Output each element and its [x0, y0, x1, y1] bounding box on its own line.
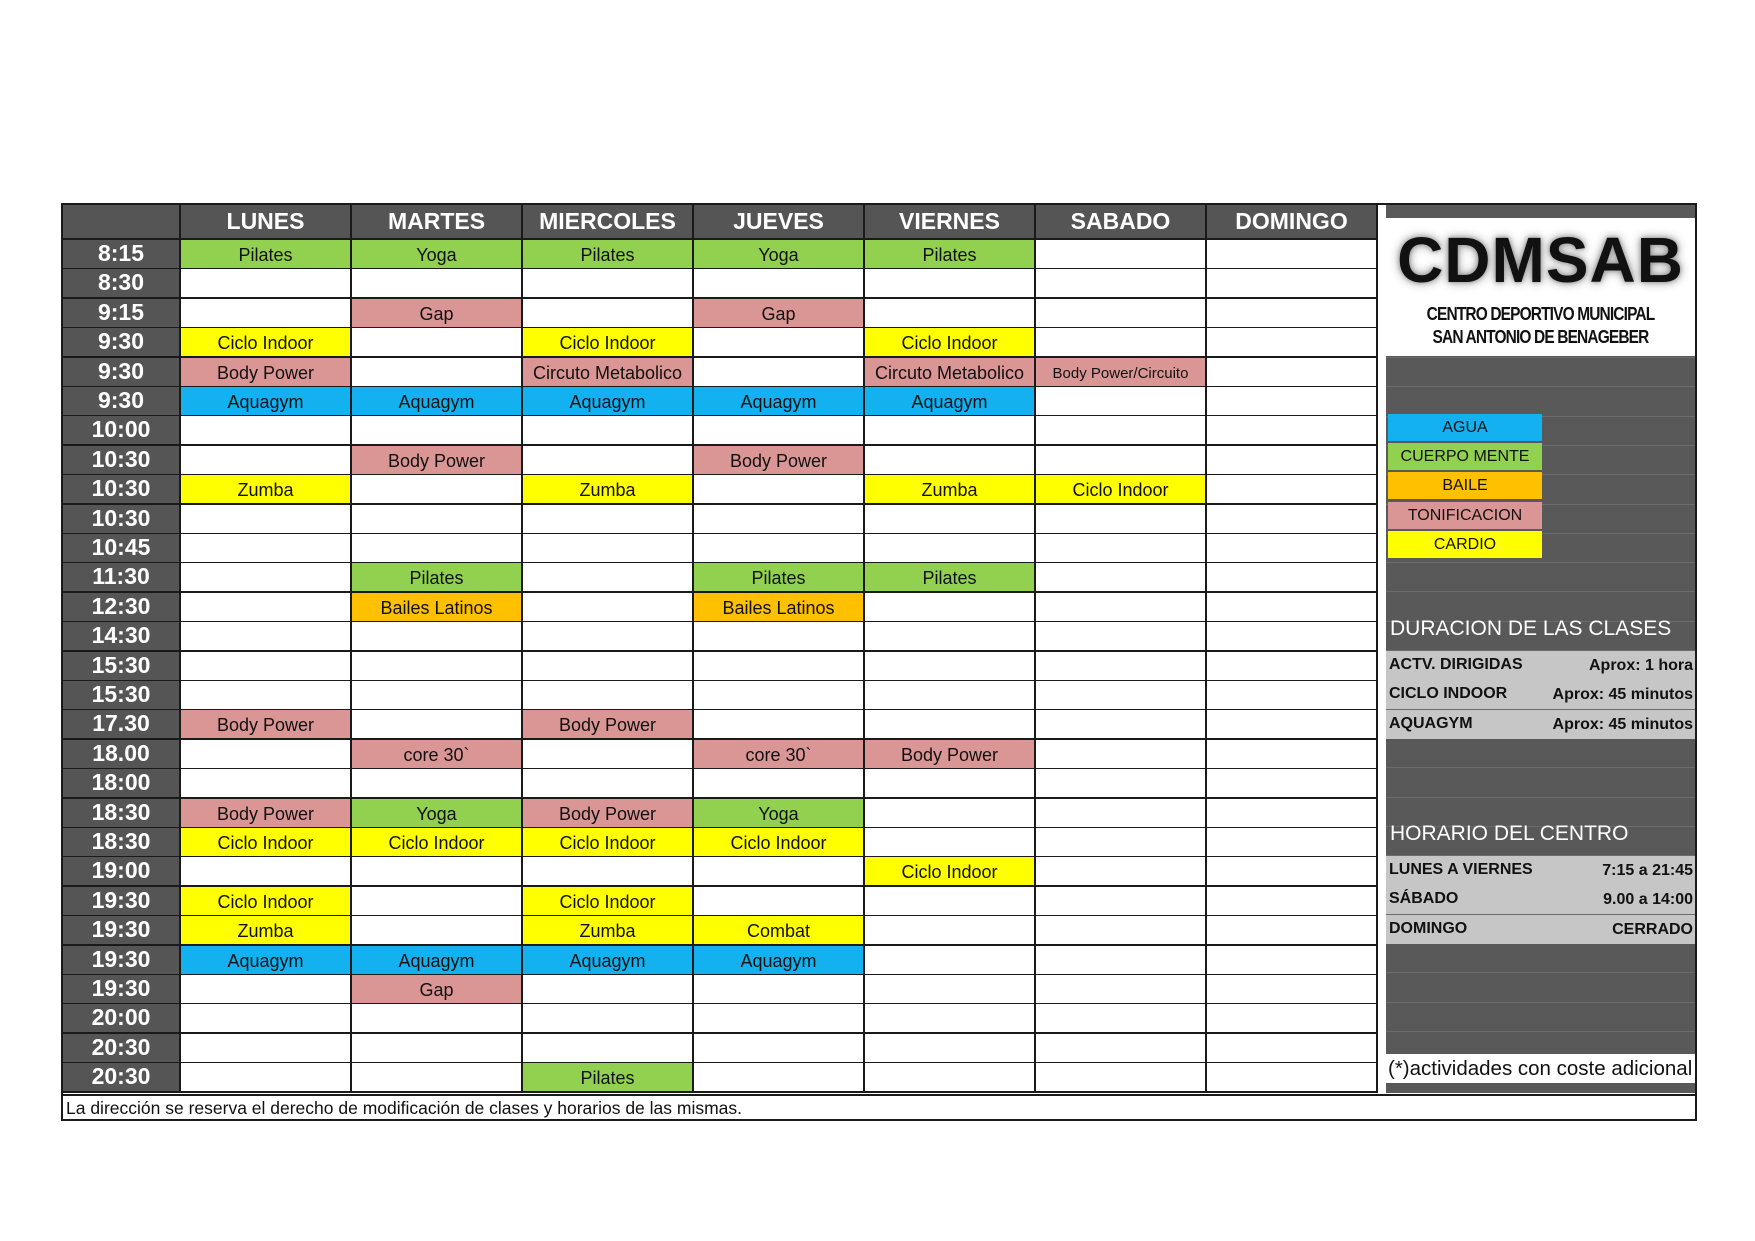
- time-cell: 8:30: [63, 269, 181, 299]
- empty-cell: [865, 710, 1036, 740]
- class-cell: Circuto Metabolico: [523, 358, 694, 388]
- empty-cell: [1036, 740, 1207, 770]
- empty-cell: [865, 652, 1036, 682]
- time-cell: 10:00: [63, 416, 181, 446]
- empty-cell: [1207, 593, 1378, 623]
- empty-cell: [865, 887, 1036, 917]
- class-cell: Pilates: [865, 563, 1036, 593]
- class-cell: Aquagym: [352, 387, 523, 417]
- empty-cell: [865, 681, 1036, 711]
- class-cell: Body Power/Circuito: [1036, 358, 1207, 388]
- day-header-martes: MARTES: [352, 205, 523, 240]
- class-cell: Ciclo Indoor: [694, 828, 865, 858]
- duration-value: Aprox: 1 hora: [1588, 657, 1693, 674]
- class-cell: Aquagym: [523, 387, 694, 417]
- time-cell: 10:45: [63, 534, 181, 564]
- class-cell: Pilates: [865, 240, 1036, 270]
- empty-cell: [694, 710, 865, 740]
- empty-cell: [523, 652, 694, 682]
- empty-cell: [865, 622, 1036, 652]
- time-cell: 20:30: [63, 1034, 181, 1064]
- empty-cell: [694, 475, 865, 505]
- empty-cell: [181, 505, 352, 535]
- empty-cell: [181, 975, 352, 1005]
- class-cell: Ciclo Indoor: [523, 328, 694, 358]
- empty-cell: [694, 416, 865, 446]
- class-cell: Ciclo Indoor: [523, 828, 694, 858]
- class-cell: Pilates: [523, 1063, 694, 1093]
- empty-cell: [352, 1034, 523, 1064]
- empty-cell: [523, 269, 694, 299]
- day-header-sabado: SABADO: [1036, 205, 1207, 240]
- empty-cell: [181, 593, 352, 623]
- class-cell: Aquagym: [352, 946, 523, 976]
- class-cell: core 30`: [352, 740, 523, 770]
- time-cell: 10:30: [63, 446, 181, 476]
- class-cell: Body Power: [352, 446, 523, 476]
- class-cell: core 30`: [694, 740, 865, 770]
- class-cell: Combat: [694, 916, 865, 946]
- time-cell: 18:00: [63, 769, 181, 799]
- empty-cell: [865, 916, 1036, 946]
- empty-cell: [865, 946, 1036, 976]
- empty-cell: [1207, 534, 1378, 564]
- empty-cell: [1036, 857, 1207, 887]
- empty-cell: [523, 593, 694, 623]
- empty-cell: [1207, 505, 1378, 535]
- hours-row: [1386, 915, 1695, 944]
- logo-box: [1386, 218, 1695, 356]
- empty-cell: [1207, 799, 1378, 829]
- info-panel: [1386, 205, 1695, 1093]
- empty-cell: [1207, 269, 1378, 299]
- empty-cell: [181, 299, 352, 329]
- empty-cell: [1036, 269, 1207, 299]
- empty-cell: [352, 358, 523, 388]
- empty-cell: [352, 681, 523, 711]
- panel-line: [1386, 357, 1695, 358]
- empty-cell: [1036, 916, 1207, 946]
- empty-cell: [865, 828, 1036, 858]
- empty-cell: [181, 1063, 352, 1093]
- empty-cell: [1207, 652, 1378, 682]
- duration-row: [1386, 651, 1695, 680]
- class-cell: Body Power: [523, 799, 694, 829]
- empty-cell: [694, 1063, 865, 1093]
- empty-cell: [352, 916, 523, 946]
- time-cell: 18.00: [63, 740, 181, 770]
- empty-cell: [1207, 769, 1378, 799]
- empty-cell: [352, 769, 523, 799]
- panel-line: [1386, 591, 1695, 592]
- empty-cell: [694, 887, 865, 917]
- time-cell: 19:30: [63, 946, 181, 976]
- class-cell: Gap: [694, 299, 865, 329]
- empty-cell: [1036, 681, 1207, 711]
- empty-cell: [694, 681, 865, 711]
- empty-cell: [865, 269, 1036, 299]
- empty-cell: [865, 1004, 1036, 1034]
- duration-label: AQUAGYM: [1389, 714, 1473, 732]
- empty-cell: [523, 740, 694, 770]
- empty-cell: [352, 1063, 523, 1093]
- empty-cell: [1036, 563, 1207, 593]
- class-cell: Body Power: [865, 740, 1036, 770]
- empty-cell: [694, 652, 865, 682]
- hours-value: 7:15 a 21:45: [1602, 862, 1693, 879]
- panel-line: [1386, 1002, 1695, 1003]
- class-cell: Pilates: [523, 240, 694, 270]
- class-cell: Circuto Metabolico: [865, 358, 1036, 388]
- logo-line-2: SAN ANTONIO DE BENAGEBER: [1432, 327, 1649, 347]
- legend-baile: BAILE: [1388, 472, 1542, 499]
- class-cell: Ciclo Indoor: [865, 328, 1036, 358]
- empty-cell: [181, 652, 352, 682]
- empty-cell: [352, 416, 523, 446]
- class-cell: Ciclo Indoor: [1036, 475, 1207, 505]
- schedule-grid: [63, 205, 1442, 1093]
- hours-row: [1386, 856, 1695, 885]
- hours-row: [1386, 885, 1695, 914]
- class-cell: Pilates: [694, 563, 865, 593]
- empty-cell: [1036, 710, 1207, 740]
- empty-cell: [1207, 1063, 1378, 1093]
- empty-cell: [1207, 1034, 1378, 1064]
- empty-cell: [523, 1034, 694, 1064]
- hours-label: SÁBADO: [1389, 890, 1459, 908]
- empty-cell: [1207, 681, 1378, 711]
- empty-cell: [1207, 828, 1378, 858]
- class-cell: Zumba: [523, 916, 694, 946]
- class-cell: Yoga: [352, 240, 523, 270]
- schedule-frame: [61, 203, 1697, 1121]
- empty-cell: [865, 1063, 1036, 1093]
- empty-cell: [1207, 887, 1378, 917]
- empty-cell: [1207, 358, 1378, 388]
- empty-cell: [694, 857, 865, 887]
- class-cell: Pilates: [352, 563, 523, 593]
- empty-cell: [1207, 387, 1378, 417]
- class-cell: Yoga: [352, 799, 523, 829]
- empty-cell: [1036, 505, 1207, 535]
- empty-cell: [694, 358, 865, 388]
- empty-cell: [1036, 1063, 1207, 1093]
- time-cell: 9:30: [63, 387, 181, 417]
- legend-tonificacion: TONIFICACION: [1388, 502, 1542, 529]
- legend-cuerpo-mente: CUERPO MENTE: [1388, 443, 1542, 470]
- time-cell: 19:30: [63, 975, 181, 1005]
- empty-cell: [865, 505, 1036, 535]
- empty-cell: [1036, 387, 1207, 417]
- empty-cell: [865, 534, 1036, 564]
- empty-cell: [352, 269, 523, 299]
- empty-cell: [523, 446, 694, 476]
- class-cell: Ciclo Indoor: [352, 828, 523, 858]
- empty-cell: [523, 769, 694, 799]
- duration-row: [1386, 680, 1695, 709]
- panel-line: [1386, 562, 1695, 563]
- empty-cell: [1207, 563, 1378, 593]
- corner-cell: [63, 205, 181, 240]
- empty-cell: [694, 1034, 865, 1064]
- empty-cell: [865, 769, 1036, 799]
- class-cell: Ciclo Indoor: [181, 828, 352, 858]
- empty-cell: [181, 416, 352, 446]
- class-cell: Body Power: [694, 446, 865, 476]
- class-cell: Bailes Latinos: [352, 593, 523, 623]
- empty-cell: [523, 563, 694, 593]
- class-cell: Aquagym: [523, 946, 694, 976]
- empty-cell: [1036, 593, 1207, 623]
- empty-cell: [1207, 446, 1378, 476]
- empty-cell: [523, 505, 694, 535]
- empty-cell: [1207, 1004, 1378, 1034]
- panel-line: [1386, 767, 1695, 768]
- time-cell: 18:30: [63, 799, 181, 829]
- empty-cell: [1207, 857, 1378, 887]
- hours-label: DOMINGO: [1389, 919, 1468, 937]
- empty-cell: [1036, 328, 1207, 358]
- empty-cell: [694, 1004, 865, 1034]
- empty-cell: [1036, 769, 1207, 799]
- hours-value: CERRADO: [1612, 920, 1693, 938]
- day-header-miercoles: MIERCOLES: [523, 205, 694, 240]
- class-cell: Aquagym: [181, 387, 352, 417]
- day-header-domingo: DOMINGO: [1207, 205, 1378, 240]
- empty-cell: [1207, 475, 1378, 505]
- empty-cell: [352, 505, 523, 535]
- empty-cell: [1036, 299, 1207, 329]
- duration-value: Aprox: 45 minutos: [1552, 715, 1693, 733]
- time-cell: 20:30: [63, 1063, 181, 1093]
- empty-cell: [1207, 975, 1378, 1005]
- empty-cell: [181, 857, 352, 887]
- day-header-lunes: LUNES: [181, 205, 352, 240]
- empty-cell: [694, 975, 865, 1005]
- time-cell: 19:00: [63, 857, 181, 887]
- empty-cell: [694, 622, 865, 652]
- empty-cell: [523, 299, 694, 329]
- time-cell: 18:30: [63, 828, 181, 858]
- duration-value: Aprox: 45 minutos: [1552, 686, 1693, 704]
- empty-cell: [352, 475, 523, 505]
- empty-cell: [865, 975, 1036, 1005]
- empty-cell: [1036, 652, 1207, 682]
- class-cell: Aquagym: [694, 946, 865, 976]
- class-cell: Yoga: [694, 240, 865, 270]
- panel-line: [1386, 797, 1695, 798]
- empty-cell: [523, 416, 694, 446]
- empty-cell: [181, 269, 352, 299]
- empty-cell: [694, 769, 865, 799]
- logo-line-1: CENTRO DEPORTIVO MUNICIPAL: [1426, 304, 1655, 324]
- time-cell: 9:15: [63, 299, 181, 329]
- class-cell: Zumba: [865, 475, 1036, 505]
- time-cell: 15:30: [63, 681, 181, 711]
- empty-cell: [352, 857, 523, 887]
- empty-cell: [694, 328, 865, 358]
- empty-cell: [1036, 1034, 1207, 1064]
- hours-label: LUNES A VIERNES: [1389, 861, 1533, 878]
- time-cell: 10:30: [63, 505, 181, 535]
- class-cell: Body Power: [181, 358, 352, 388]
- empty-cell: [865, 799, 1036, 829]
- empty-cell: [523, 681, 694, 711]
- time-cell: 19:30: [63, 887, 181, 917]
- empty-cell: [352, 887, 523, 917]
- empty-cell: [181, 563, 352, 593]
- time-cell: 17.30: [63, 710, 181, 740]
- empty-cell: [1207, 622, 1378, 652]
- empty-cell: [1207, 740, 1378, 770]
- time-cell: 20:00: [63, 1004, 181, 1034]
- empty-cell: [694, 534, 865, 564]
- class-cell: Body Power: [523, 710, 694, 740]
- class-cell: Aquagym: [181, 946, 352, 976]
- class-cell: Gap: [352, 975, 523, 1005]
- empty-cell: [865, 416, 1036, 446]
- empty-cell: [523, 534, 694, 564]
- empty-cell: [1036, 534, 1207, 564]
- logo-title: CDMSAB: [1397, 224, 1684, 296]
- empty-cell: [1036, 622, 1207, 652]
- empty-cell: [1036, 446, 1207, 476]
- empty-cell: [1207, 946, 1378, 976]
- class-cell: Aquagym: [865, 387, 1036, 417]
- legend-cardio: CARDIO: [1388, 531, 1542, 558]
- empty-cell: [181, 534, 352, 564]
- empty-cell: [1036, 887, 1207, 917]
- footer-note: La dirección se reserva el derecho de modificación de clases y horarios de las mismas.: [63, 1094, 1695, 1119]
- empty-cell: [352, 622, 523, 652]
- class-cell: Body Power: [181, 710, 352, 740]
- empty-cell: [1207, 328, 1378, 358]
- panel-line: [1386, 972, 1695, 973]
- empty-cell: [1207, 240, 1378, 270]
- empty-cell: [694, 505, 865, 535]
- empty-cell: [523, 622, 694, 652]
- class-cell: Pilates: [181, 240, 352, 270]
- additional-cost-note: (*)actividades con coste adicional: [1386, 1054, 1695, 1083]
- duration-row: [1386, 710, 1695, 739]
- hours-title: HORARIO DEL CENTRO: [1390, 822, 1629, 845]
- empty-cell: [352, 328, 523, 358]
- time-cell: 19:30: [63, 916, 181, 946]
- time-cell: 9:30: [63, 328, 181, 358]
- empty-cell: [1036, 828, 1207, 858]
- empty-cell: [181, 740, 352, 770]
- time-cell: 12:30: [63, 593, 181, 623]
- class-cell: Zumba: [181, 916, 352, 946]
- empty-cell: [865, 446, 1036, 476]
- time-cell: 14:30: [63, 622, 181, 652]
- panel-line: [1386, 386, 1695, 387]
- time-cell: 10:30: [63, 475, 181, 505]
- duration-title: DURACION DE LAS CLASES: [1390, 617, 1672, 640]
- class-cell: Ciclo Indoor: [181, 887, 352, 917]
- class-cell: Zumba: [523, 475, 694, 505]
- class-cell: Body Power: [181, 799, 352, 829]
- empty-cell: [1207, 416, 1378, 446]
- empty-cell: [865, 299, 1036, 329]
- duration-label: CICLO INDOOR: [1389, 685, 1508, 703]
- class-cell: Gap: [352, 299, 523, 329]
- empty-cell: [181, 769, 352, 799]
- empty-cell: [1036, 975, 1207, 1005]
- legend-agua: AGUA: [1388, 414, 1542, 441]
- time-cell: 11:30: [63, 563, 181, 593]
- time-cell: 15:30: [63, 652, 181, 682]
- empty-cell: [1036, 416, 1207, 446]
- empty-cell: [181, 681, 352, 711]
- empty-cell: [1036, 240, 1207, 270]
- class-cell: Ciclo Indoor: [523, 887, 694, 917]
- empty-cell: [1207, 710, 1378, 740]
- empty-cell: [352, 710, 523, 740]
- hours-value: 9.00 a 14:00: [1603, 891, 1693, 909]
- empty-cell: [181, 622, 352, 652]
- empty-cell: [1207, 916, 1378, 946]
- empty-cell: [1036, 799, 1207, 829]
- day-header-viernes: VIERNES: [865, 205, 1036, 240]
- class-cell: Aquagym: [694, 387, 865, 417]
- panel-line: [1386, 1031, 1695, 1032]
- time-cell: 9:30: [63, 358, 181, 388]
- empty-cell: [694, 269, 865, 299]
- empty-cell: [352, 534, 523, 564]
- empty-cell: [181, 1004, 352, 1034]
- class-cell: Zumba: [181, 475, 352, 505]
- empty-cell: [523, 1004, 694, 1034]
- empty-cell: [352, 652, 523, 682]
- empty-cell: [865, 593, 1036, 623]
- empty-cell: [523, 975, 694, 1005]
- empty-cell: [181, 1034, 352, 1064]
- duration-label: ACTV. DIRIGIDAS: [1389, 656, 1523, 673]
- empty-cell: [1207, 299, 1378, 329]
- empty-cell: [865, 1034, 1036, 1064]
- class-cell: Yoga: [694, 799, 865, 829]
- empty-cell: [352, 1004, 523, 1034]
- class-cell: Bailes Latinos: [694, 593, 865, 623]
- time-cell: 8:15: [63, 240, 181, 270]
- empty-cell: [1036, 1004, 1207, 1034]
- class-cell: Ciclo Indoor: [865, 857, 1036, 887]
- day-header-jueves: JUEVES: [694, 205, 865, 240]
- empty-cell: [181, 446, 352, 476]
- empty-cell: [523, 857, 694, 887]
- empty-cell: [1036, 946, 1207, 976]
- class-cell: Ciclo Indoor: [181, 328, 352, 358]
